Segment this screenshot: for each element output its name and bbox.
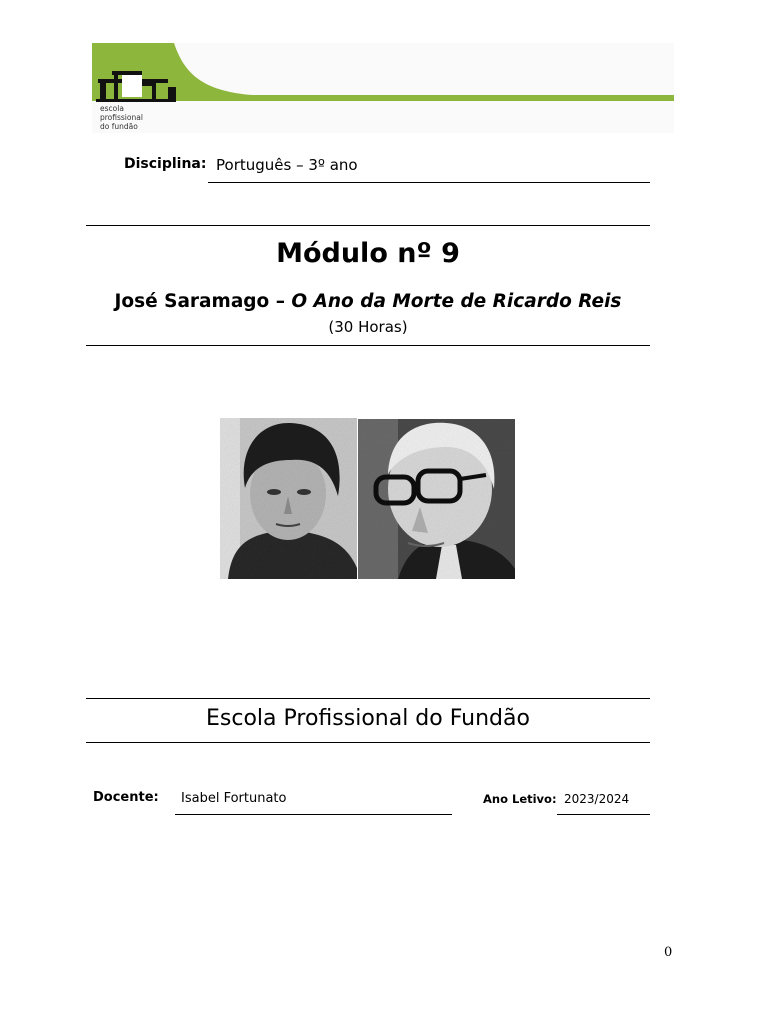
work-title: O Ano da Morte de Ricardo Reis bbox=[291, 291, 622, 312]
school-logo bbox=[92, 43, 674, 133]
portrait-man-glasses-photo bbox=[358, 419, 515, 579]
divider-top bbox=[86, 225, 650, 226]
discipline-label: Disciplina: bbox=[124, 156, 207, 172]
school-name: Escola Profissional do Fundão bbox=[206, 706, 530, 731]
logo-caption bbox=[100, 104, 143, 131]
page-number: 0 bbox=[664, 945, 673, 960]
teacher-value: Isabel Fortunato bbox=[181, 791, 287, 806]
logo-line: profissional bbox=[100, 113, 143, 122]
logo-line: do fundão bbox=[100, 122, 138, 131]
module-title: Módulo nº 9 bbox=[276, 238, 460, 269]
teacher-underline bbox=[175, 814, 452, 815]
discipline-value: Português – 3º ano bbox=[216, 156, 358, 174]
school-year-label: Ano Letivo: bbox=[483, 792, 557, 806]
discipline-underline bbox=[208, 182, 650, 183]
portrait-woman-photo bbox=[220, 418, 357, 579]
school-year-value: 2023/2024 bbox=[564, 792, 630, 806]
author-name: José Saramago – bbox=[114, 291, 292, 312]
school-year-underline bbox=[557, 814, 650, 815]
divider-school-top bbox=[86, 698, 650, 699]
teacher-label: Docente: bbox=[93, 790, 159, 805]
divider-school-bottom bbox=[86, 742, 650, 743]
divider-bottom bbox=[86, 345, 650, 346]
module-hours: (30 Horas) bbox=[328, 318, 408, 336]
logo-line: escola bbox=[100, 104, 124, 113]
module-subtitle bbox=[86, 291, 650, 312]
